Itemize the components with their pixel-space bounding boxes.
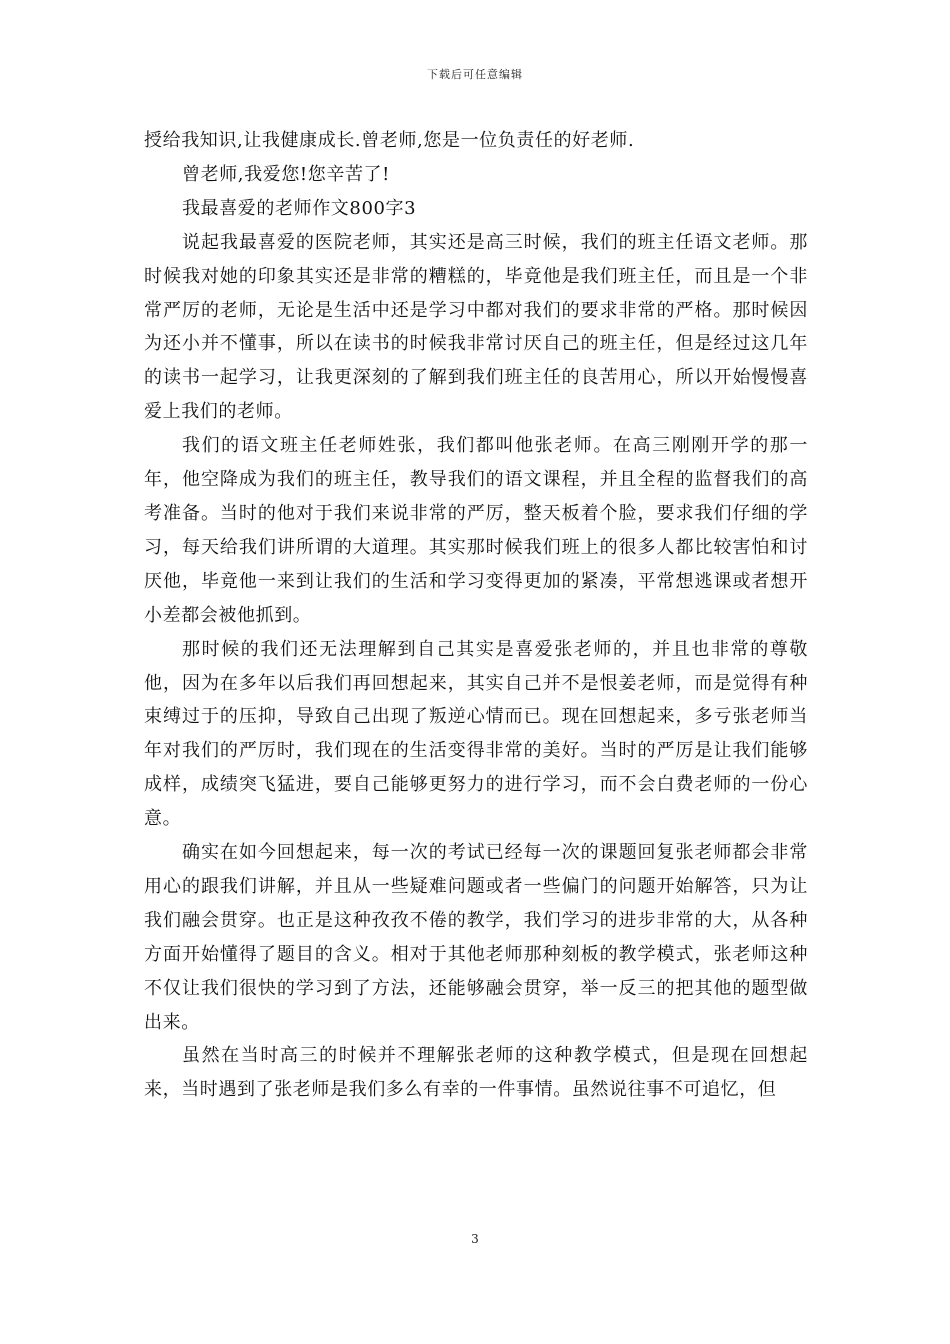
document-body [144, 124, 808, 1107]
paragraph: 授给我知识,让我健康成长.曾老师,您是一位负责任的好老师. [144, 130, 635, 151]
paragraph: 那时候的我们还无法理解到自己其实是喜爱张老师的，并且也非常的尊敬他，因为在多年以后我们再回想起来，其实自己并不是恨姜老师，而是觉得有种束缚过于的压抑，导致自己出现了叛逆心情而已。现在回想起来，多亏张老师当年对我们的严厉时，我们现在的生活变得非常的美好。当时的严厉是让我们能够成样，成绩突飞猛进，要自己能够更努力的进行学习，而不会白费老师的一份心意。 [144, 638, 808, 830]
page-number: 3 [471, 1232, 479, 1246]
paragraph: 我们的语文班主任老师姓张，我们都叫他张老师。在高三刚刚开学的那一年，他空降成为我们的班主任，教导我们的语文课程，并且全程的监督我们的高考准备。当时的他对于我们来说非常的严厉，整天板着个脸，要求我们仔细的学习，每天给我们讲所谓的大道理。其实那时候我们班上的很多人都比较害怕和讨厌他，毕竟他一来到让我们的生活和学习变得更加的紧凑，平常想逃课或者想开小差都会被他抓到。 [144, 435, 808, 626]
section-heading: 我最喜爱的老师作文800字3 [182, 197, 417, 219]
paragraph: 说起我最喜爱的医院老师，其实还是高三时候，我们的班主任语文老师。那时候我对她的印象其实还是非常的糟糕的，毕竟他是我们班主任，而且是一个非常严厉的老师，无论是生活中还是学习中都对我们的要求非常的严格。那时候因为还小并不懂事，所以在读书的时候我非常讨厌自己的班主任，但是经过这几年的读书一起学习，让我更深刻的了解到我们班主任的良苦用心，所以开始慢慢喜爱上我们的老师。 [144, 231, 808, 423]
paragraph: 确实在如今回想起来，每一次的考试已经每一次的课题回复张老师都会非常用心的跟我们讲解，并且从一些疑难问题或者一些偏门的问题开始解答，只为让我们融会贯穿。也正是这种孜孜不倦的教学，我们学习的进步非常的大，从各种方面开始懂得了题目的含义。相对于其他老师那种刻板的教学模式，张老师这种不仅让我们很快的学习到了方法，还能够融会贯穿，举一反三的把其他的题型做出来。 [144, 842, 808, 1033]
paragraph: 虽然在当时高三的时候并不理解张老师的这种教学模式，但是现在回想起来，当时遇到了张老师是我们多么有幸的一件事情。虽然说往事不可追忆，但 [144, 1045, 808, 1101]
paragraph: 曾老师,我爱您!您辛苦了! [182, 163, 390, 185]
page-header: 下载后可任意编辑 [427, 68, 523, 81]
